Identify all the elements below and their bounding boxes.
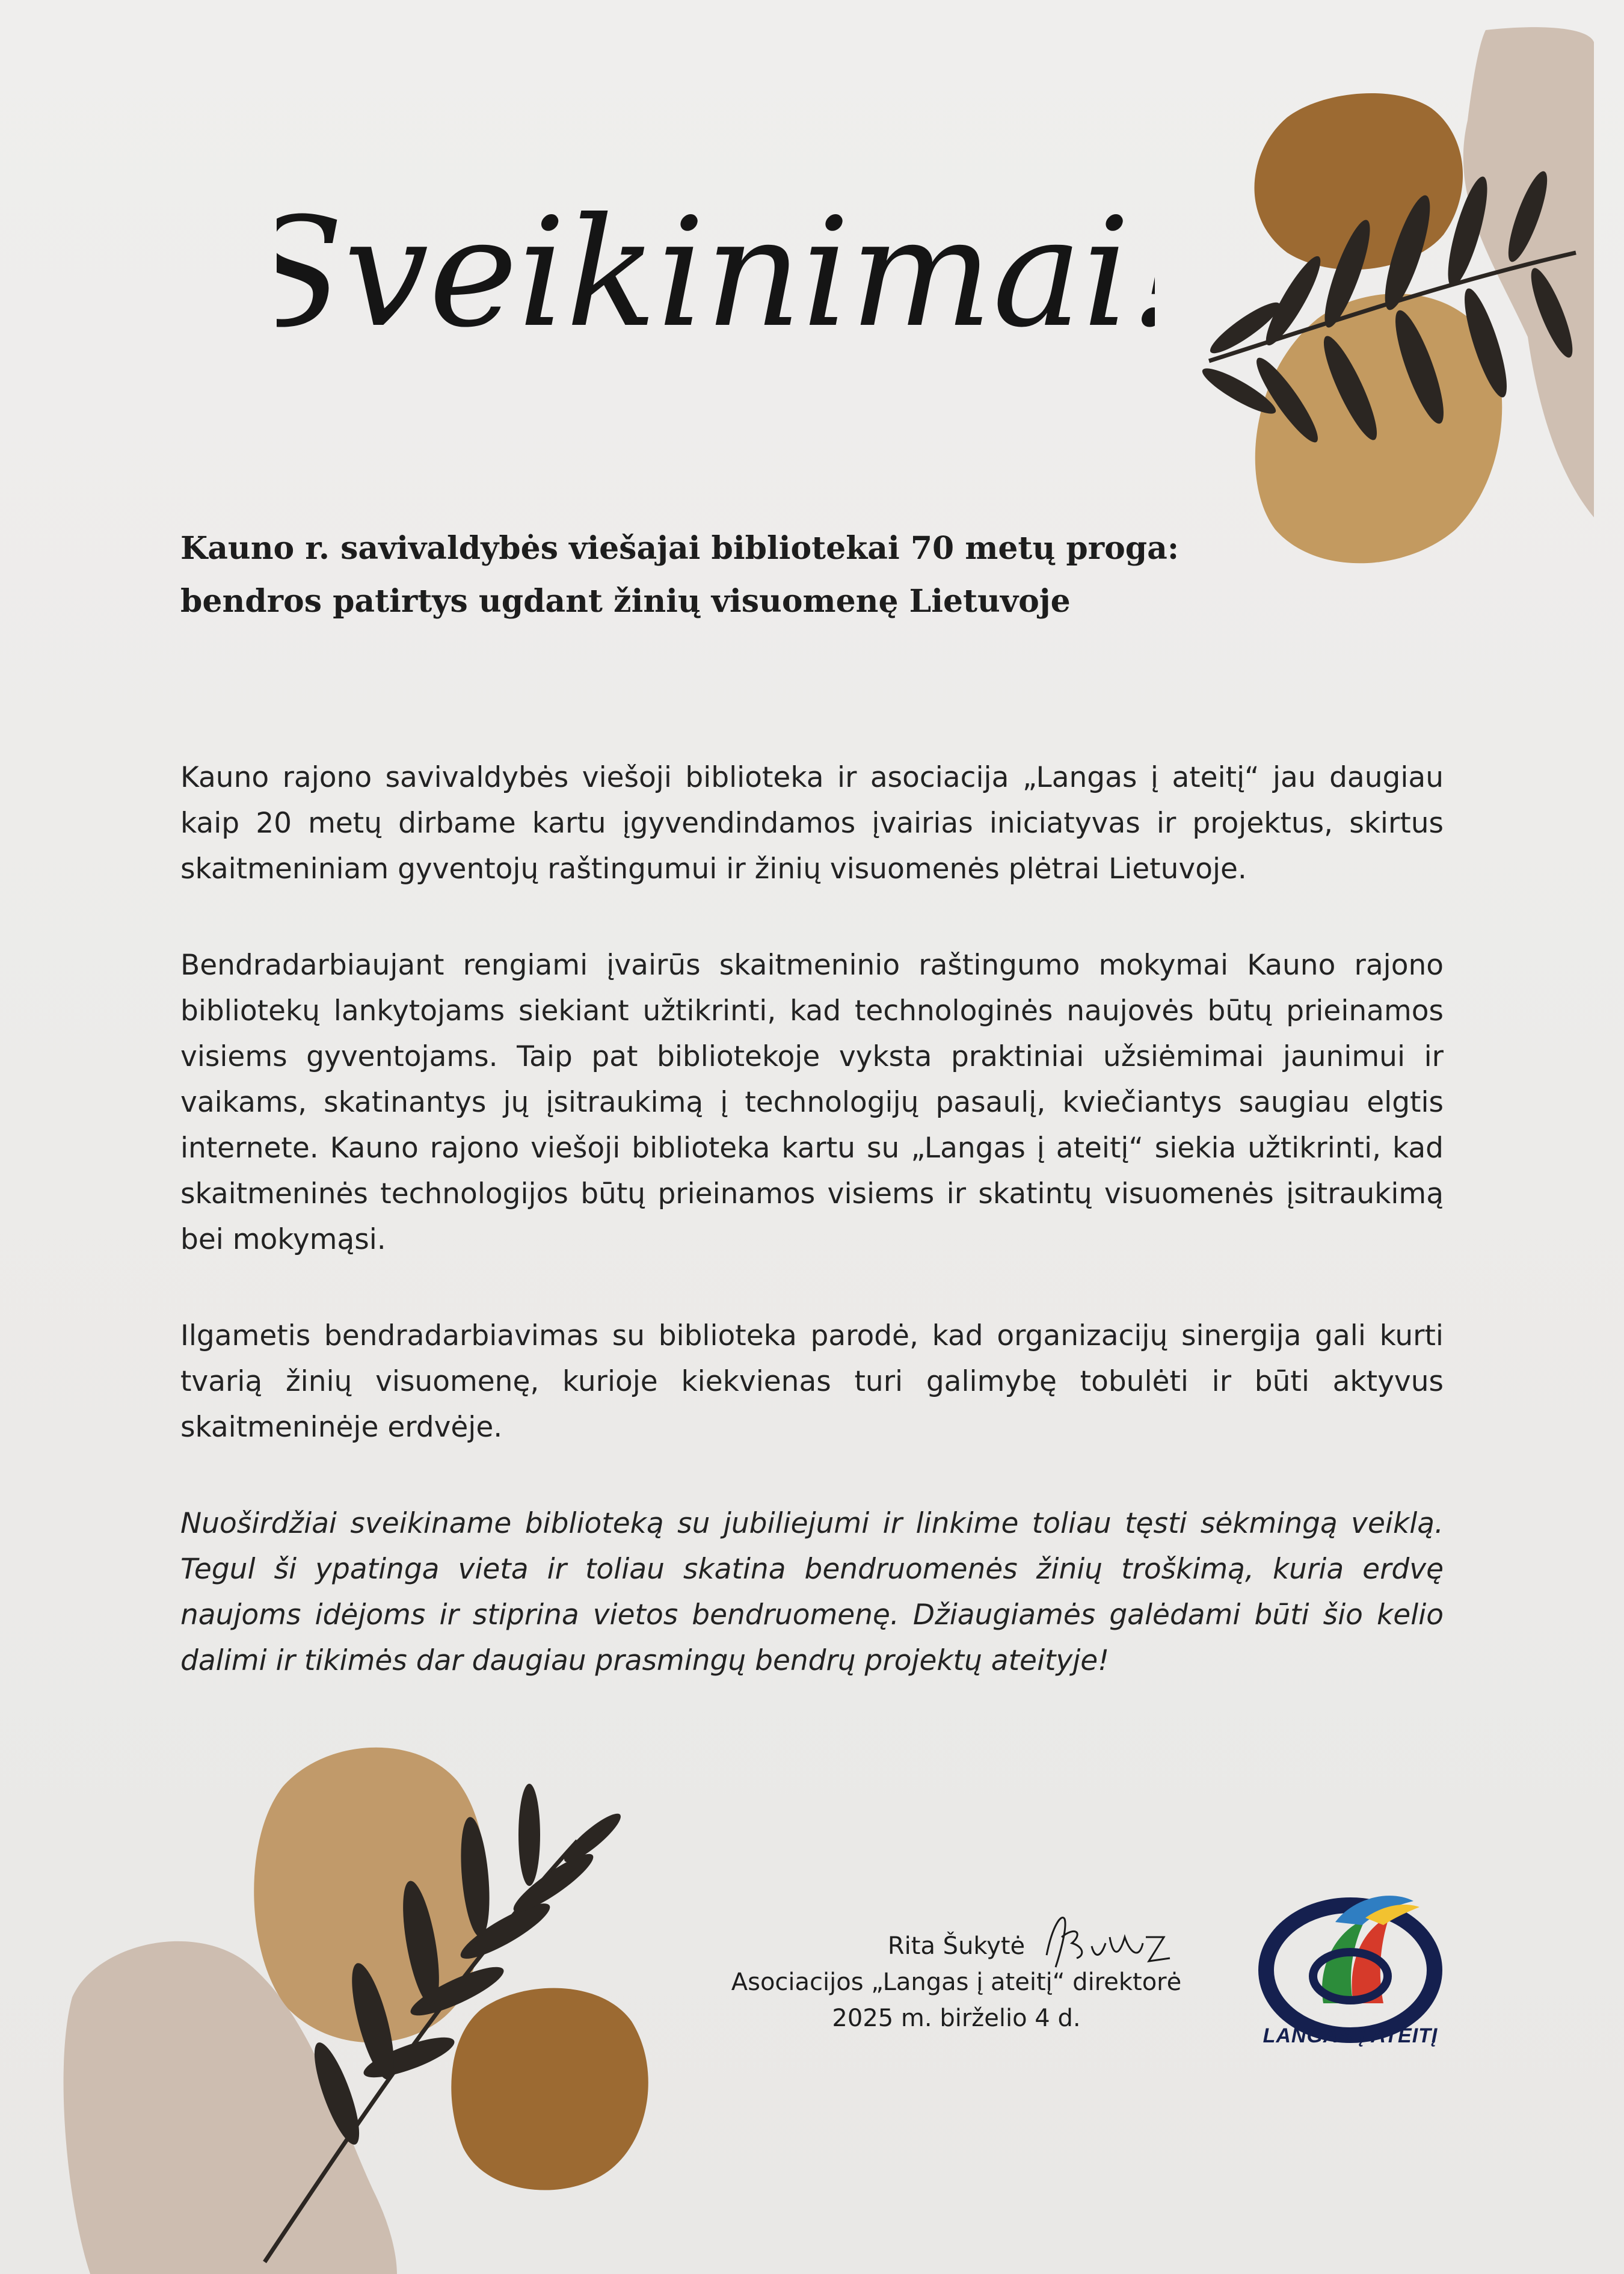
signature-block: [710, 1928, 1203, 2036]
paragraph-4: Nuoširdžiai sveikiname biblioteką su jubiliejumi ir linkime toliau tęsti sėkmingą veiklą. Tegul ši ypatinga vieta ir toliau skatina bendruomenės žinių troškimą, kuria erdvę naujoms idėjoms ir stiprina vietos bendruomenę. Džiaugiamės galėdami būti šio kelio dalimi ir tikimės dar daugiau prasmingų bendrų projektų ateityje!: [180, 1507, 1444, 1677]
brown-blob-bottom-left: [451, 1988, 648, 2190]
subtitle: [180, 522, 1323, 628]
greeting-title: [277, 144, 1155, 421]
logo-text: LANGAS Į ATEITĮ: [1263, 2024, 1438, 2047]
subtitle-line-2: bendros patirtys ugdant žinių visuomenę Lietuvoje: [180, 583, 1071, 620]
paragraph-1: Kauno rajono savivaldybės viešoji biblioteka ir asociacija „Langas į ateitį“ jau daugiau kaip 20 metų dirbame kartu įgyvendindamos įvairias iniciatyvas ir projektus, skirtus skaitmeniniam gyventojų raštingumui ir žinių visuomenės plėtrai Lietuvoje.: [180, 761, 1444, 886]
signing-date: 2025 m. birželio 4 d.: [832, 2004, 1081, 2032]
paragraph-2: Bendradarbiaujant rengiami įvairūs skaitmeninio raštingumo mokymai Kauno rajono bibliotekų lankytojams siekiant užtikrinti, kad technologinės naujovės būtų prieinamos visiems gyventojams. Taip pat bibliotekoje vyksta praktiniai užsiėmimai jaunimui ir vaikams, skatinantys jų įsitraukimą į technologijų pasaulį, kviečiantys saugiau elgtis internete. Kauno rajono viešoji biblioteka kartu su „Langas į ateitį“ siekia užtikrinti, kad skaitmeninės technologijos būtų prieinamos visiems ir skatintų visuomenės įsitraukimą bei mokymąsi.: [180, 949, 1444, 1256]
paragraph-3: Ilgametis bendradarbiavimas su biblioteka parodė, kad organizacijų sinergija gali kurti tvarią žinių visuomenę, kurioje kiekvienas turi galimybę tobulėti ir būti aktyvus skaitmeninėje erdvėje.: [180, 1319, 1444, 1444]
subtitle-line-1: Kauno r. savivaldybės viešajai bibliotekai 70 metų proga:: [180, 530, 1180, 567]
signer-name: Rita Šukytė: [887, 1932, 1026, 1960]
letter-body: [180, 755, 1444, 1734]
greeting-title-text: Sveikinimai!: [277, 185, 1155, 360]
signer-role: Asociacijos „Langas į ateitį“ direktorė: [731, 1968, 1182, 1996]
